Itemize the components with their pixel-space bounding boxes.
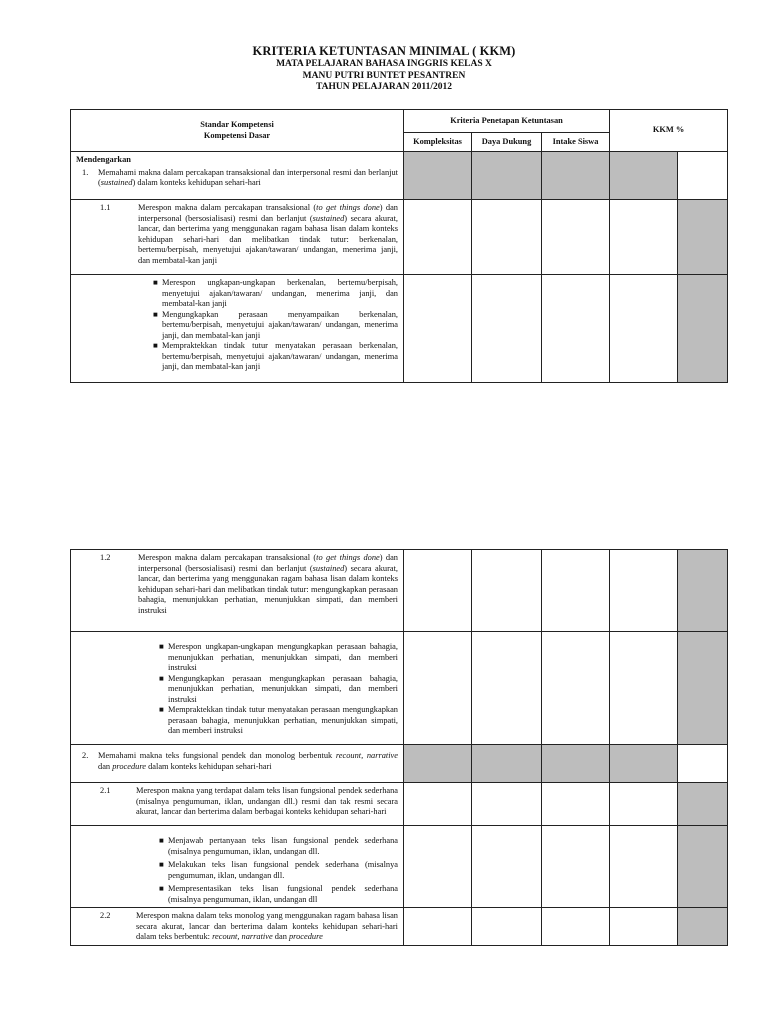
col-header-daya-dukung: Daya Dukung: [472, 133, 542, 152]
cell: [472, 783, 542, 826]
kd-text: [138, 553, 398, 616]
cell: [610, 745, 678, 783]
cell: [542, 152, 610, 200]
kd-number: 2.2: [100, 911, 111, 920]
kd-text-em2: procedure: [288, 932, 323, 941]
cell: [404, 745, 472, 783]
cell: [404, 908, 472, 946]
school-line: MANU PUTRI BUNTET PESANTREN: [302, 70, 466, 81]
kd-text: Merespon makna yang terdapat dalam teks lisan fungsional pendek sederhana (misalnya pengumuman, iklan, undangan dll.) resmi dan tak resmi secara akurat, lancar dan berterima dalam berbagai konteks kehidupan sehari-hari: [136, 786, 398, 816]
cell: [678, 275, 728, 383]
cell: [472, 200, 542, 275]
indicator-text: Mempraktekkan tindak tutur menyatakan perasaan mengungkapkan perasaan bahagia, menunjukkan perhatian, menunjukkan simpati, dan memberi instruksi: [168, 705, 398, 735]
cell: [472, 275, 542, 383]
cell: [610, 826, 678, 908]
cell: [678, 745, 728, 783]
list-item: [153, 278, 398, 310]
kd12-cell: [71, 550, 404, 632]
cell: [404, 275, 472, 383]
cell: [610, 783, 678, 826]
cell: [542, 275, 610, 383]
sk-text-em1: recount, narrative: [335, 751, 398, 760]
indicator-text: Merespon ungkapan-ungkapan mengungkapkan perasaan bahagia, menunjukkan perhatian, menunjukkan simpati, dan memberi instruksi: [168, 642, 398, 672]
cell: [542, 200, 610, 275]
bullet-icon: ■: [159, 860, 164, 869]
indicator-text: Mengungkapkan perasaan mengungkapkan perasaan bahagia, menunjukkan perhatian, menunjukkan simpati, dan memberi instruksi: [168, 673, 398, 704]
kd22-cell: [71, 908, 404, 946]
bullet-icon: ■: [159, 642, 164, 651]
indicator-text: Merespon ungkapan-ungkapan berkenalan, bertemu/berpisah, menyetujui ajakan/tawaran/ undangan, menerima janji, dan membatal-kan janji: [162, 278, 398, 308]
kkm-table-part-1: [70, 109, 728, 383]
year-line: TAHUN PELAJARAN 2011/2012: [316, 82, 452, 92]
cell: [610, 275, 678, 383]
cell: [678, 783, 728, 826]
cell: [610, 152, 678, 200]
cell: [678, 908, 728, 946]
kd-number: 1.2: [100, 553, 111, 562]
kd-text-em1: to get things done: [316, 553, 380, 562]
cell: [678, 152, 728, 200]
cell: [542, 632, 610, 745]
sk-text-a: Memahami makna teks fungsional pendek dan monolog berbentuk: [98, 751, 336, 760]
kd21-cell: [71, 783, 404, 826]
cell: [404, 783, 472, 826]
table-row: [71, 783, 728, 826]
col-header-intake: Intake Siswa: [542, 133, 610, 152]
indicator-cell: [71, 826, 404, 908]
cell: [610, 632, 678, 745]
table-row: [71, 550, 728, 632]
col-header-standar-line2: Kompetensi Dasar: [203, 130, 271, 140]
kd-text-em1: recount, narrative: [212, 932, 273, 941]
bullet-icon: ■: [159, 673, 164, 683]
sk-text-a: Memahami makna dalam percakapan transaksional dan interpersonal resmi dan berlanjut (: [98, 167, 398, 187]
subject-line: MATA PELAJARAN BAHASA INGGRIS KELAS X: [276, 59, 492, 69]
kd-text-b: ) dan interpersonal (bersosialisasi) resmi dan berlanjut (: [138, 203, 398, 223]
sk-text-em: sustained: [100, 178, 133, 187]
sk-text-c: dalam konteks kehidupan sehari-hari: [146, 761, 272, 771]
col-header-standar-line1: Standar Kompetensi: [200, 120, 274, 129]
indicator-text: Mempresentasikan teks lisan fungsional pendek sederhana (misalnya pengumuman, iklan, undangan dll: [168, 884, 398, 904]
sk-number: 2.: [82, 751, 89, 760]
sk-text: [98, 168, 398, 189]
cell: [472, 152, 542, 200]
kd-text-em1: to get things done: [316, 203, 380, 212]
table-row: [71, 152, 728, 200]
sk-text: [98, 751, 398, 772]
cell: [404, 632, 472, 745]
cell: [678, 550, 728, 632]
cell: [404, 152, 472, 200]
table-row: [71, 908, 728, 946]
indicator-text: Mempraktekkan tindak tutur menyatakan perasaan berkenalan, bertemu/berpisah, menyetujui ajakan/tawaran/ undangan, menerima janji, dan membatal-kan janji: [162, 341, 398, 371]
bullet-icon: ■: [153, 309, 158, 319]
kd-text: [138, 203, 398, 266]
table-row: [71, 632, 728, 745]
cell: [542, 550, 610, 632]
bullet-icon: ■: [159, 884, 164, 893]
col-header-kriteria: Kriteria Penetapan Ketuntasan: [404, 110, 610, 133]
document-title: KRITERIA KETUNTASAN MINIMAL ( KKM): [252, 44, 516, 58]
cell: [404, 826, 472, 908]
indicator-text: Mengungkapkan perasaan menyampaikan berkenalan, bertemu/berpisah, menyetujui ajakan/tawaran/ undangan, menerima janji, dan membatal-kan janji: [162, 309, 398, 340]
col-header-kkm: KKM %: [610, 110, 728, 152]
sk-text-b: ) dalam konteks kehidupan sehari-hari: [132, 178, 261, 187]
bullet-icon: ■: [159, 836, 164, 845]
list-item: [159, 673, 398, 706]
kd-text-c: ) secara akurat, lancar, dan berterima yang menggunakan ragam bahasa lisan dalam konteks kehidupan sehari-hari dan melibatkan tindak tutur: berkenalan, bertemu/berpisah, menyetujui ajakan/tawaran/ undangan, menerima janji, dan membatal-kan janji: [138, 213, 398, 265]
cell: [404, 550, 472, 632]
section-heading: Mendengarkan: [76, 155, 131, 164]
kd-text-em2: sustained: [312, 563, 345, 573]
indicator-cell: [71, 632, 404, 745]
cell: [678, 200, 728, 275]
list-item: [153, 341, 398, 373]
sk1-cell: [71, 152, 404, 200]
table-row: [71, 745, 728, 783]
document-header: [0, 44, 768, 94]
cell: [472, 550, 542, 632]
kd-text-c: ) secara akurat, lancar, dan berterima yang menggunakan ragam bahasa lisan dalam konteks kehidupan sehari-hari dan melibatkan tindak tutur: mengungkapkan perasaan bahagia, menunjukkan perhatian, menunjukkan simpati, dan memberi instruksi: [138, 563, 398, 615]
cell: [610, 550, 678, 632]
list-item: [153, 309, 398, 342]
cell: [472, 826, 542, 908]
cell: [542, 783, 610, 826]
cell: [610, 908, 678, 946]
cell: [678, 826, 728, 908]
kd-text-em2: sustained: [312, 213, 345, 223]
kd-text: [136, 911, 398, 943]
kd-text-a: Merespon makna dalam teks monolog yang menggunakan ragam bahasa lisan secara akurat, lancar dan berterima dalam konteks kehidupan sehari-hari dalam teks berbentuk:: [136, 911, 398, 941]
list-item: [159, 705, 398, 737]
bullet-icon: ■: [159, 705, 164, 714]
list-item: [159, 860, 398, 881]
cell: [472, 745, 542, 783]
sk2-cell: [71, 745, 404, 783]
cell: [678, 632, 728, 745]
table-row: [71, 275, 728, 383]
list-item: [159, 642, 398, 674]
cell: [542, 745, 610, 783]
kd-number: 1.1: [100, 203, 111, 212]
cell: [404, 200, 472, 275]
cell: [542, 908, 610, 946]
indicator-cell: [71, 275, 404, 383]
col-header-standar: [71, 110, 404, 152]
list-item: [159, 836, 398, 857]
kd11-cell: [71, 200, 404, 275]
kd-number: 2.1: [100, 786, 111, 795]
bullet-icon: ■: [153, 278, 158, 287]
bullet-icon: ■: [153, 341, 158, 350]
kd-text-b: dan: [272, 932, 289, 941]
kkm-table-part-2: [70, 549, 728, 946]
sk-text-b: dan: [98, 761, 113, 771]
table-row: [71, 200, 728, 275]
cell: [542, 826, 610, 908]
sk-text-em2: procedure: [112, 761, 146, 771]
table-row: [71, 826, 728, 908]
cell: [610, 200, 678, 275]
kd-text-a: Merespon makna dalam percakapan transaksional (: [138, 203, 317, 212]
cell: [472, 632, 542, 745]
indicator-text: Menjawab pertanyaan teks lisan fungsional pendek sederhana (misalnya pengumuman, iklan, undangan dll.: [168, 836, 398, 856]
col-header-kompleksitas: Kompleksitas: [404, 133, 472, 152]
kd-text-b: ) dan interpersonal (bersosialisasi) resmi dan berlanjut (: [138, 553, 398, 573]
cell: [472, 908, 542, 946]
list-item: [159, 884, 398, 905]
kd-text-a: Merespon makna dalam percakapan transaksional (: [138, 553, 317, 562]
sk-number: 1.: [82, 167, 89, 177]
indicator-text: Melakukan teks lisan fungsional pendek sederhana (misalnya pengumuman, iklan, undangan dll.: [168, 860, 398, 880]
